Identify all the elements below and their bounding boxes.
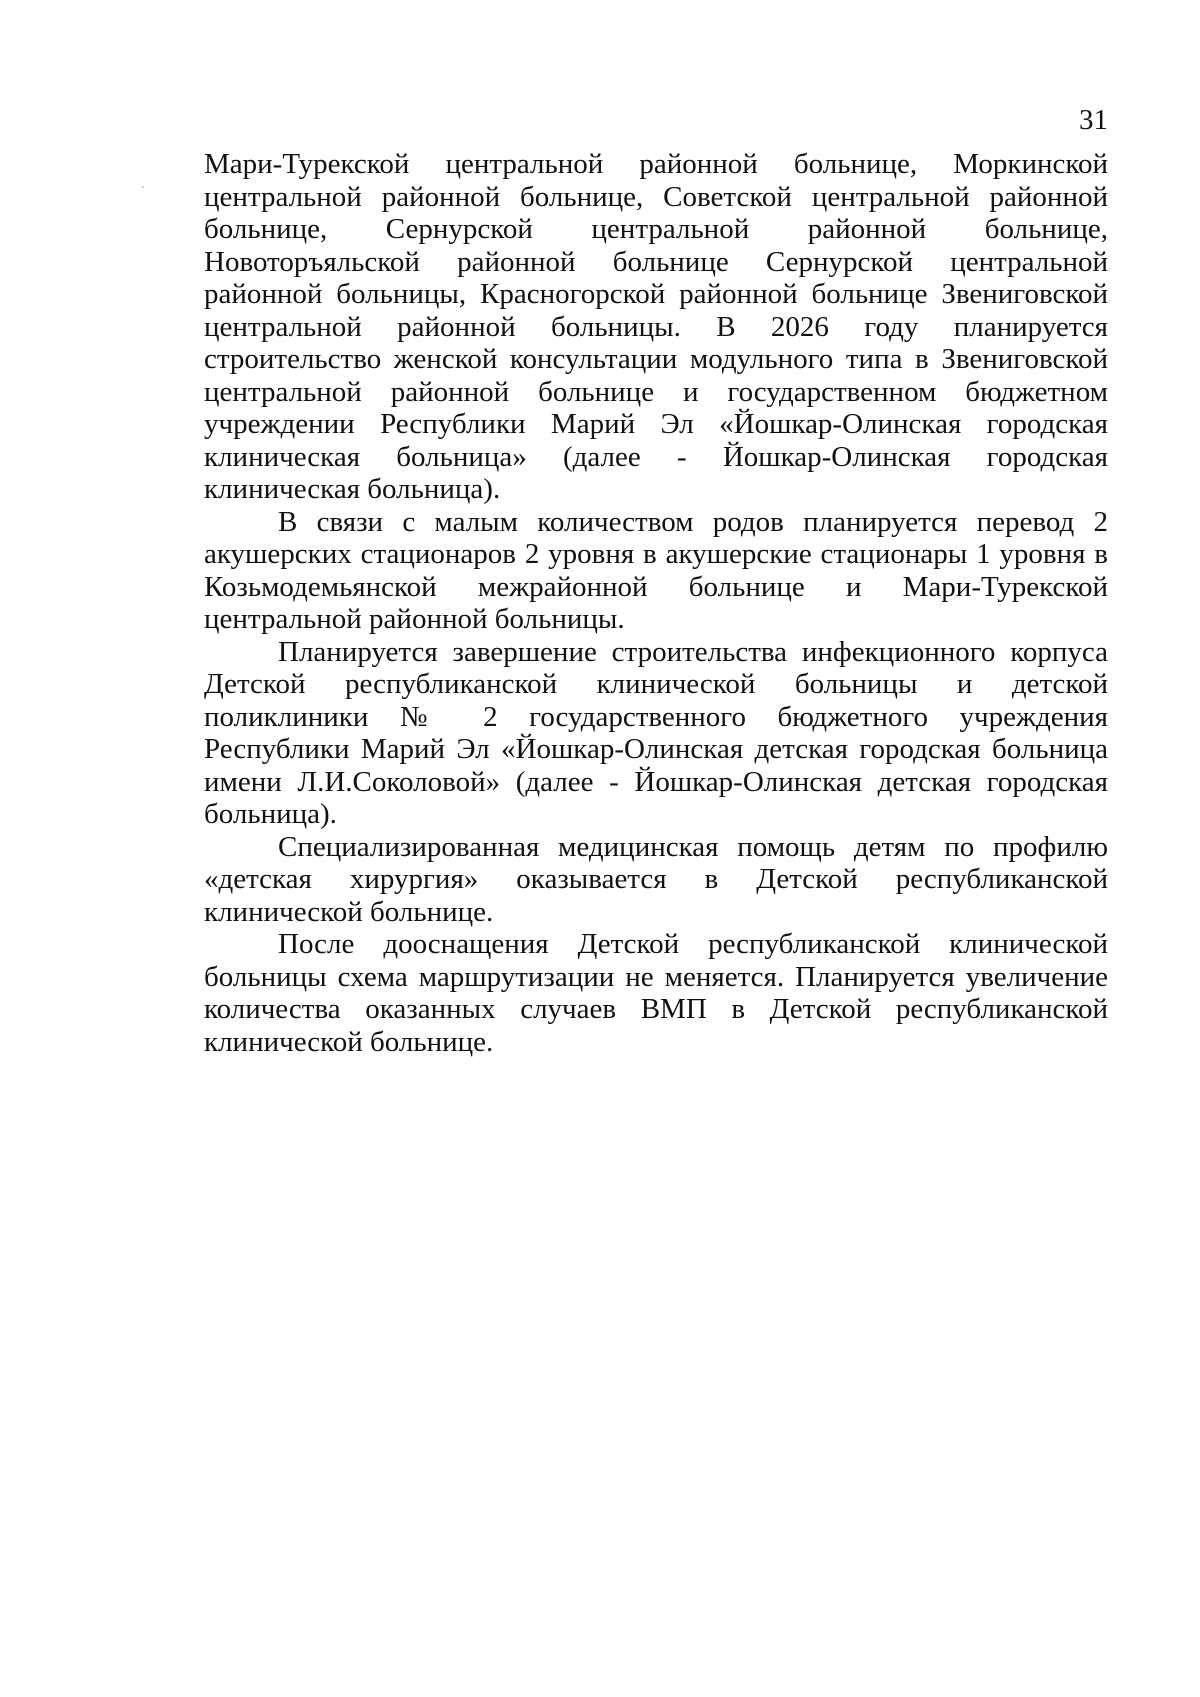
paragraph-obstetric-transfer: В связи с малым количеством родов планируется перевод 2 акушерских стационаров 2 уровня в акушерские стационары 1 уровня в Козьмодемьянской межрайонной больнице и Мари-Турекской центральной районной больницы. — [204, 505, 1108, 635]
page-number: 31 — [1079, 104, 1108, 136]
paragraph-infectious-building: Планируется завершение строительства инфекционного корпуса Детской республиканской клинической больницы и детской поликлиники № 2 государственного бюджетного учреждения Республики Марий Эл «Йошкар-Олинская детская городская больница имени Л.И.Соколовой» (далее - Йошкар-Олинская детская городская больница). — [204, 635, 1108, 830]
paragraph-hospital-list: Мари-Турекской центральной районной больнице, Моркинской центральной районной больнице, Советской центральной районной больнице, Сернурской центральной районной больнице, Новоторъяльской районной больнице Сернурской центральной районной больницы, Красногорской районной больнице Звениговской центральной районной больницы. В 2026 году планируется строительство женской консультации модульного типа в Звениговской центральной районной больнице и государственном бюджетном учреждении Республики Марий Эл «Йошкар-Олинская городская клиническая больница» (далее - Йошкар-Олинская городская клиническая больница). — [204, 148, 1108, 505]
scan-speck — [142, 186, 144, 188]
paragraph-routing-scheme: После дооснащения Детской республиканской клинической больницы схема маршрутизации не меняется. Планируется увеличение количества оказанных случаев ВМП в Детской республиканской клинической больнице. — [204, 928, 1108, 1058]
paragraph-pediatric-surgery: Специализированная медицинская помощь детям по профилю «детская хирургия» оказывается в Детской республиканской клинической больнице. — [204, 830, 1108, 928]
document-body — [204, 148, 1108, 1058]
